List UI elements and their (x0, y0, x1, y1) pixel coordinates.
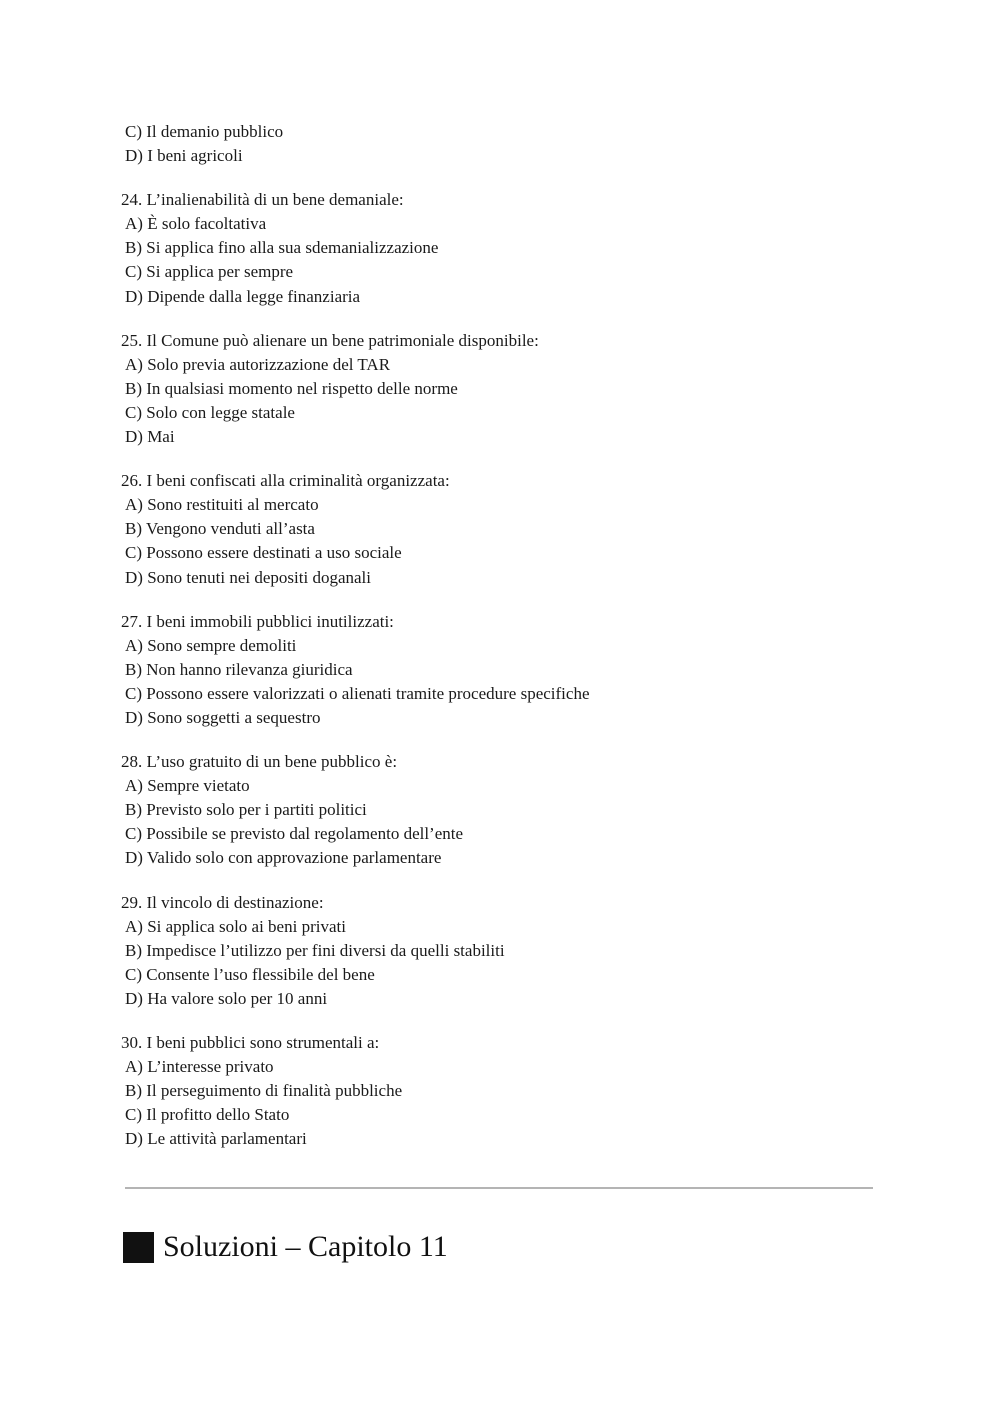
question-block-28 (121, 750, 881, 870)
question-text: 27. I beni immobili pubblici inutilizzati: (121, 611, 394, 631)
answer-option: C) Il demanio pubblico (125, 122, 284, 141)
square-bullet-icon (123, 1232, 154, 1263)
question-block-29 (121, 891, 881, 1011)
question-text: 28. L’uso gratuito di un bene pubblico è: (121, 752, 398, 772)
answer-option: D) Sono soggetti a sequestro (125, 707, 321, 727)
question-text: 24. L’inalienabilità di un bene demaniale: (121, 190, 404, 210)
answer-option: A) Sono restituiti al mercato (125, 495, 319, 515)
answer-option: B) Il perseguimento di finalità pubbliche (125, 1081, 403, 1101)
answer-option: B) Previsto solo per i partiti politici (125, 800, 367, 820)
answer-option: A) Si applica solo ai beni privati (125, 916, 346, 936)
answer-option: B) Vengono venduti all’asta (125, 519, 315, 539)
answer-option: B) Impedisce l’utilizzo per fini diversi da quelli stabiliti (125, 940, 505, 960)
answer-option: C) Si applica per sempre (125, 262, 294, 282)
question-text: 29. Il vincolo di destinazione: (121, 892, 324, 912)
question-block-continued (121, 120, 881, 168)
answer-option: D) Mai (125, 427, 175, 447)
answer-option: A) Solo previa autorizzazione del TAR (125, 354, 391, 374)
question-block-24 (121, 188, 881, 308)
answer-option: A) È solo facoltativa (125, 214, 267, 234)
section-divider (125, 1187, 873, 1189)
answer-option: B) Si applica fino alla sua sdemanializzazione (125, 238, 439, 258)
section-heading (123, 1230, 448, 1264)
answer-option: C) Consente l’uso flessibile del bene (125, 964, 375, 984)
question-block-25 (121, 329, 881, 449)
answer-option: B) In qualsiasi momento nel rispetto delle norme (125, 378, 458, 398)
answer-option: D) I beni agricoli (125, 146, 243, 166)
answer-option: B) Non hanno rilevanza giuridica (125, 659, 353, 679)
section-heading-text: Soluzioni – Capitolo 11 (163, 1230, 448, 1263)
question-text: 25. Il Comune può alienare un bene patrimoniale disponibile: (121, 330, 539, 350)
question-list (121, 120, 881, 1151)
answer-option: D) Ha valore solo per 10 anni (125, 988, 328, 1008)
answer-option: D) Dipende dalla legge finanziaria (125, 286, 361, 306)
answer-option: C) Possibile se previsto dal regolamento dell’ente (125, 824, 464, 844)
question-block-27 (121, 610, 881, 730)
answer-option: C) Possono essere valorizzati o alienati tramite procedure specifiche (125, 683, 590, 703)
answer-option: D) Valido solo con approvazione parlamentare (125, 848, 442, 868)
answer-option: A) Sono sempre demoliti (125, 635, 297, 655)
answer-option: D) Le attività parlamentari (125, 1129, 307, 1149)
answer-option: C) Solo con legge statale (125, 402, 295, 422)
answer-option: C) Possono essere destinati a uso sociale (125, 543, 402, 563)
answer-option: A) L’interesse privato (125, 1057, 274, 1077)
question-block-30 (121, 1031, 881, 1151)
question-text: 26. I beni confiscati alla criminalità organizzata: (121, 471, 450, 491)
answer-option: C) Il profitto dello Stato (125, 1105, 290, 1125)
question-text: 30. I beni pubblici sono strumentali a: (121, 1033, 380, 1052)
answer-option: D) Sono tenuti nei depositi doganali (125, 567, 371, 587)
question-block-26 (121, 469, 881, 589)
answer-option: A) Sempre vietato (125, 776, 250, 796)
